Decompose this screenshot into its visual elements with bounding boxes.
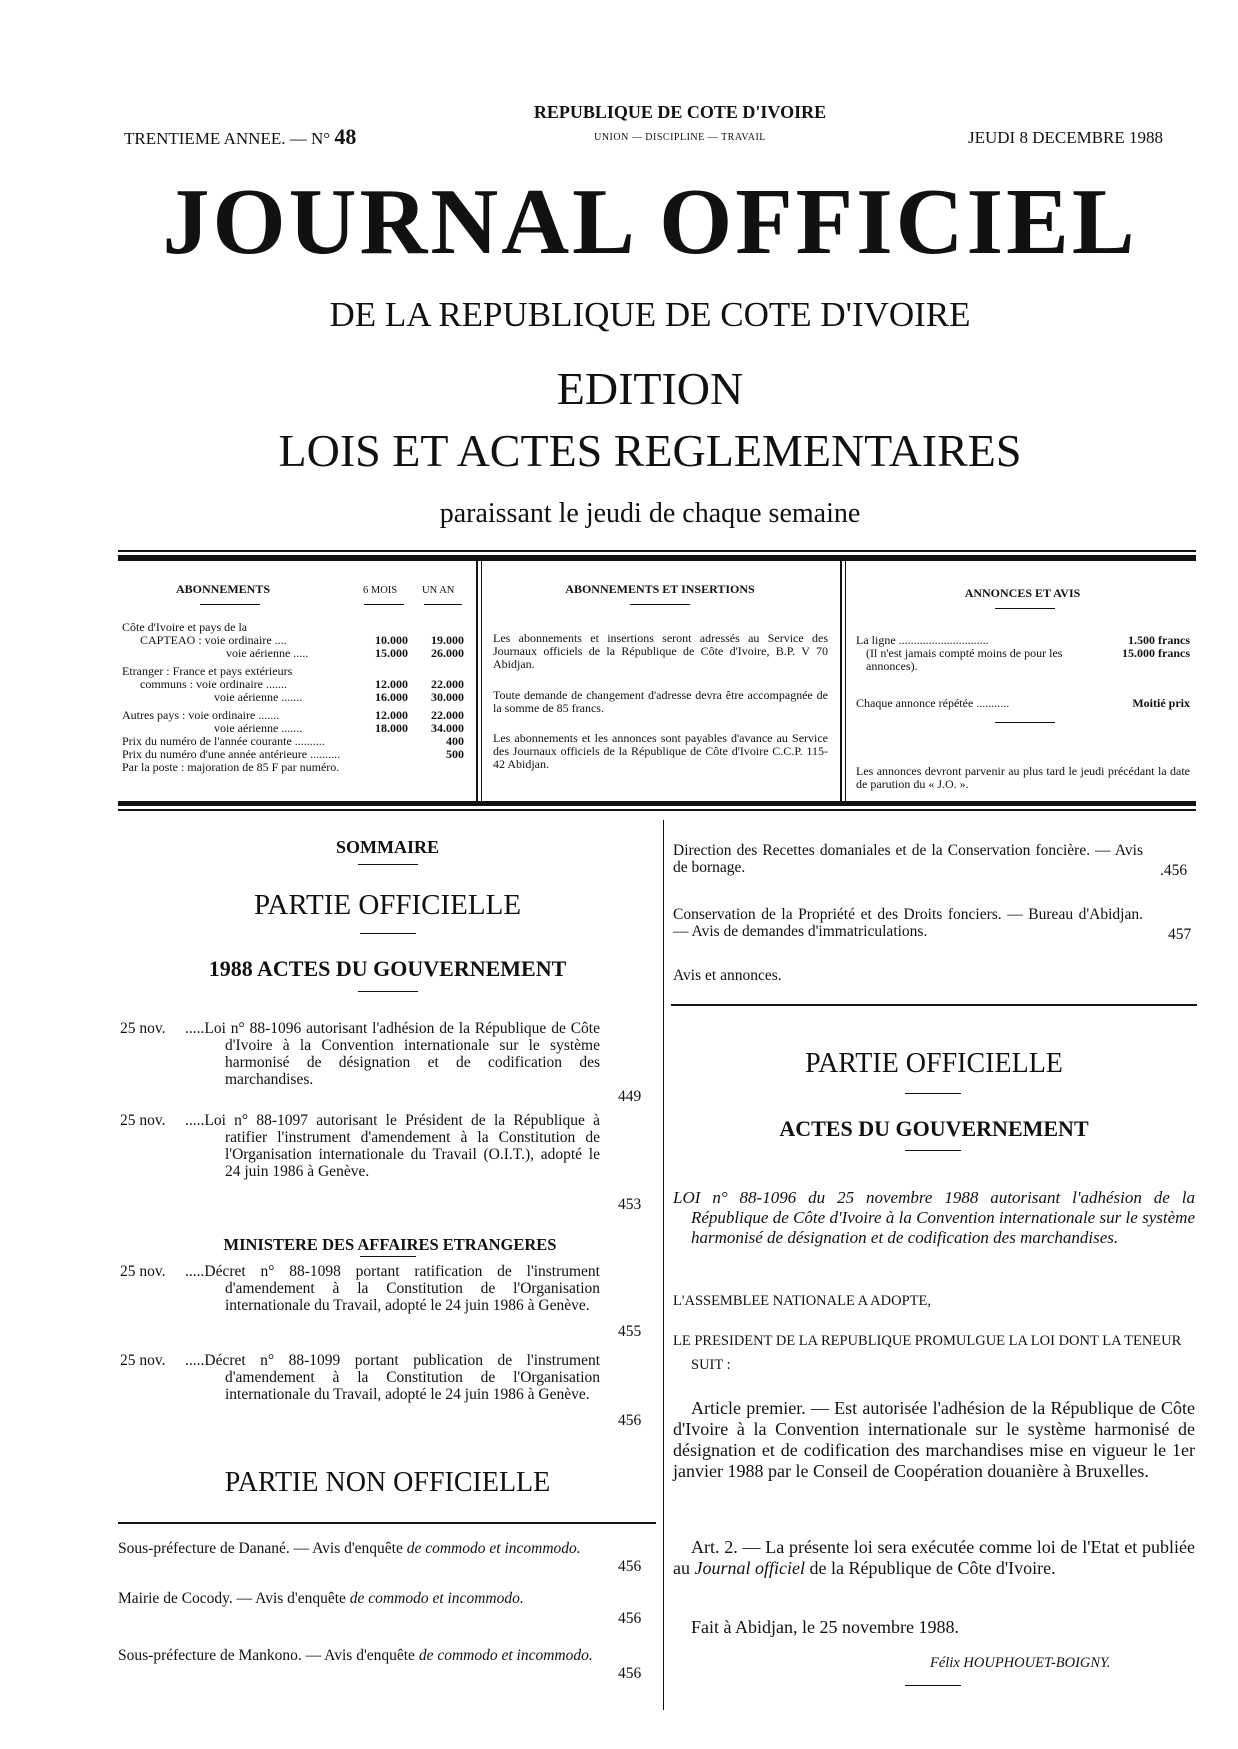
row-1y: 22.000 <box>431 677 464 691</box>
article-2-journal: Journal officiel <box>694 1558 805 1578</box>
row-1y: 30.000 <box>431 690 464 704</box>
row-6m: 15.000 <box>375 646 408 660</box>
insertions-p3: Les abonnements et les annonces sont payables d'avance au Service des Journaux officiels de la République de Côte d'Ivoire C.C.P. 115-42 Abidjan. <box>493 731 828 771</box>
row-label: Prix du numéro d'une année antérieure .......... <box>122 747 341 761</box>
summary-title-underline <box>358 864 418 865</box>
col-1-year: UN AN <box>422 585 455 596</box>
table-top-rule-thick <box>118 555 1196 561</box>
motto: UNION — DISCIPLINE — TRAVAIL <box>594 132 766 143</box>
entry-text: Sous-préfecture de Mankono. — Avis d'enquête <box>118 1647 419 1664</box>
entry-italic: de commodo et incommodo. <box>406 1540 581 1557</box>
right-partie-underline <box>905 1093 961 1094</box>
announcements-underline <box>995 608 1055 609</box>
journal-title: JOURNAL OFFICIEL <box>162 170 1138 274</box>
right-partie-officielle: PARTIE OFFICIELLE <box>805 1048 1063 1079</box>
toc-entry-text[interactable]: .....Décret n° 88-1098 portant ratification de l'instrument d'amendement à la Constitution de l'Organisation internationale du Travail, adopté le 24 juin 1986 à Genève. <box>185 1263 600 1314</box>
toc-entry-page: 456 <box>618 1558 642 1575</box>
row-label: Côte d'Ivoire et pays de la <box>122 620 248 634</box>
row-label: Autres pays : voie ordinaire ....... <box>122 708 280 722</box>
table-divider-1 <box>476 561 478 801</box>
edition-name: LOIS ET ACTES REGLEMENTAIRES <box>278 425 1022 476</box>
summary-title: SOMMAIRE <box>336 837 439 857</box>
law-title: LOI n° 88-1096 du 25 novembre 1988 autorisant l'adhésion de la République de Côte d'Ivoire à la Convention internationale sur le système harmonisé de désignation et de codification des marchandises. <box>673 1188 1195 1247</box>
entry-text: Sous-préfecture de Danané. — Avis d'enquête <box>118 1540 407 1557</box>
toc-entry-text[interactable]: .....Loi n° 88-1097 autorisant le Président de la République à ratifier l'instrument d'amendement à la Constitution de l'Organisation internationale du Travail (O.I.T.), adopté le 24 juin 1986 à Genève. <box>185 1112 600 1180</box>
row-label: voie aérienne ....... <box>214 721 303 735</box>
subscriptions-underline <box>200 604 260 605</box>
table-row <box>122 647 467 660</box>
insertions-p1: Les abonnements et insertions seront adressés au Service des Journaux officiels de la République de Côte d'Ivoire, B.P. V 70 Abidjan. <box>493 631 828 671</box>
article-2-text-end: de la République de Côte d'Ivoire. <box>804 1558 1056 1578</box>
non-official-entry[interactable] <box>118 1540 596 1557</box>
toc-entry-text[interactable]: .....Loi n° 88-1096 autorisant l'adhésion de la République de Côte d'Ivoire à la Convention internationale sur le système harmonisé de désignation et de codification des marchandises. <box>185 1020 600 1088</box>
row-label: CAPTEAO : voie ordinaire .... <box>140 633 287 647</box>
year-issue <box>124 124 356 150</box>
announce-line-note: (Il n'est jamais compté moins de pour les annonces). <box>866 646 1063 673</box>
right-toc-entry[interactable]: Conservation de la Propriété et des Droits fonciers. — Bureau d'Abidjan. — Avis de demandes d'immatriculations. <box>673 906 1143 940</box>
announce-deadline: Les annonces devront parvenir au plus tard le jeudi précédant la date de parution du « J.O. ». <box>856 764 1190 791</box>
table-bottom-rule <box>118 801 1196 806</box>
non-official-entry[interactable] <box>118 1590 596 1607</box>
non-official-rule <box>118 1522 656 1524</box>
row-6m: 18.000 <box>375 721 408 735</box>
subscriptions-table <box>122 621 467 774</box>
signature-underline <box>905 1685 961 1686</box>
toc-entry-page: 457 <box>1168 926 1192 943</box>
partie-officielle-underline <box>360 933 416 934</box>
announce-line-label: La ligne .............................. <box>856 634 989 647</box>
gov-heading: 1988 ACTES DU GOUVERNEMENT <box>208 956 567 981</box>
entry-italic: de commodo et incommodo. <box>418 1647 593 1664</box>
table-divider-2 <box>840 561 842 801</box>
right-rule <box>671 1004 1197 1006</box>
col-6-months: 6 MOIS <box>363 585 398 596</box>
row-1y: 22.000 <box>431 708 464 722</box>
row-label: Prix du numéro de l'année courante .......... <box>122 734 325 748</box>
row-1y: 500 <box>446 747 464 761</box>
announce-line-price: 1.500 francs <box>1128 633 1190 647</box>
announce-divider <box>995 722 1055 723</box>
toc-entry-page: .456 <box>1160 862 1188 879</box>
insertions-header: ABONNEMENTS ET INSERTIONS <box>565 582 755 596</box>
insertions-underline <box>630 604 690 605</box>
row-label: communs : voie ordinaire ....... <box>140 677 287 691</box>
signature: Félix HOUPHOUET-BOIGNY. <box>930 1655 1111 1671</box>
toc-entry-page: 456 <box>618 1610 642 1627</box>
toc-entry-page: 455 <box>618 1323 642 1340</box>
right-gov-heading: ACTES DU GOUVERNEMENT <box>779 1116 1089 1141</box>
partie-non-officielle-heading: PARTIE NON OFFICIELLE <box>224 1467 551 1498</box>
toc-entry-page: 456 <box>618 1665 642 1682</box>
article-2-text: Art. 2. — La présente loi sera exécutée comme loi de l'Etat et publiée au <box>673 1537 1195 1578</box>
right-toc-entry[interactable]: Direction des Recettes domaniales et de la Conservation foncière. — Avis de bornage. <box>673 842 1143 876</box>
row-6m: 16.000 <box>375 690 408 704</box>
row-label: Etranger : France et pays extérieurs <box>122 664 293 678</box>
announce-line-min: 15.000 francs <box>1122 646 1190 660</box>
table-divider-2b <box>845 561 846 801</box>
entry-text: Mairie de Cocody. — Avis d'enquête <box>118 1590 350 1607</box>
toc-entry-date: 25 nov. <box>120 1352 166 1369</box>
row-label: voie aérienne ....... <box>214 690 303 704</box>
partie-officielle-heading: PARTIE OFFICIELLE <box>253 889 522 921</box>
subscriptions-underline-2 <box>364 604 404 605</box>
row-label: Par la poste : majoration de 85 F par numéro. <box>122 760 340 774</box>
issue-number: 48 <box>334 124 357 149</box>
done-at: Fait à Abidjan, le 25 novembre 1988. <box>691 1617 959 1637</box>
toc-entry-date: 25 nov. <box>120 1020 166 1037</box>
table-top-rule <box>118 550 1196 552</box>
table-row <box>122 691 467 704</box>
table-bottom-rule-thin <box>118 809 1196 811</box>
assembly-statement: L'ASSEMBLEE NATIONALE A ADOPTE, <box>673 1293 931 1309</box>
row-1y: 26.000 <box>431 646 464 660</box>
toc-entry-date: 25 nov. <box>120 1112 166 1129</box>
journal-subtitle: DE LA REPUBLIQUE DE COTE D'IVOIRE <box>329 295 971 334</box>
issue-date: JEUDI 8 DECEMBRE 1988 <box>968 128 1164 147</box>
toc-entry-page: 453 <box>618 1196 642 1213</box>
right-toc-entry[interactable]: Avis et annonces. <box>673 967 782 984</box>
president-statement: LE PRESIDENT DE LA REPUBLIQUE PROMULGUE LA LOI DONT LA TENEUR SUIT : <box>673 1333 1182 1373</box>
insertions-p2: Toute demande de changement d'adresse devra être accompagnée de la somme de 85 francs. <box>493 688 828 715</box>
toc-entry-text[interactable]: .....Décret n° 88-1099 portant publication de l'instrument d'amendement à la Constitution de l'Organisation internationale du Travail, adopté le 24 juin 1986 à Genève. <box>185 1352 600 1403</box>
table-divider-1b <box>481 561 482 801</box>
row-6m: 12.000 <box>375 708 408 722</box>
right-gov-underline <box>905 1150 961 1151</box>
toc-entry-page: 449 <box>618 1088 642 1105</box>
ministry-underline <box>360 1256 416 1257</box>
table-row <box>122 761 467 774</box>
edition-label: EDITION <box>556 363 744 414</box>
article-2 <box>673 1537 1195 1579</box>
row-1y: 34.000 <box>431 721 464 735</box>
row-1y: 400 <box>446 734 464 748</box>
announce-repeat-price: Moitié prix <box>1132 696 1190 710</box>
ministry-heading: MINISTERE DES AFFAIRES ETRANGERES <box>223 1235 557 1254</box>
subscriptions-header: ABONNEMENTS <box>176 582 271 596</box>
frequency: paraissant le jeudi de chaque semaine <box>439 498 861 529</box>
republic-name: REPUBLIQUE DE COTE D'IVOIRE <box>533 102 827 122</box>
row-6m: 10.000 <box>375 633 408 647</box>
row-6m: 12.000 <box>375 677 408 691</box>
announcements-header: ANNONCES ET AVIS <box>964 586 1081 600</box>
announce-repeat-label: Chaque annonce répétée ........... <box>856 696 1010 710</box>
toc-entry-date: 25 nov. <box>120 1263 166 1280</box>
entry-italic: de commodo et incommodo. <box>349 1590 524 1607</box>
gov-heading-underline <box>358 991 418 992</box>
article-1: Article premier. — Est autorisée l'adhésion de la République de Côte d'Ivoire à la Convention internationale sur le système harmonisé de désignation et de codification des marchandises mise en vigueur le 1er janvier 1988 par le Conseil de Coopération douanière à Bruxelles. <box>673 1398 1195 1481</box>
row-label: voie aérienne ..... <box>226 646 309 660</box>
row-1y: 19.000 <box>431 633 464 647</box>
year-issue-label: TRENTIEME ANNEE. — N° <box>124 129 335 148</box>
non-official-entry[interactable] <box>118 1647 596 1664</box>
subscriptions-underline-3 <box>424 604 462 605</box>
column-divider <box>663 820 664 1710</box>
toc-entry-page: 456 <box>618 1412 642 1429</box>
